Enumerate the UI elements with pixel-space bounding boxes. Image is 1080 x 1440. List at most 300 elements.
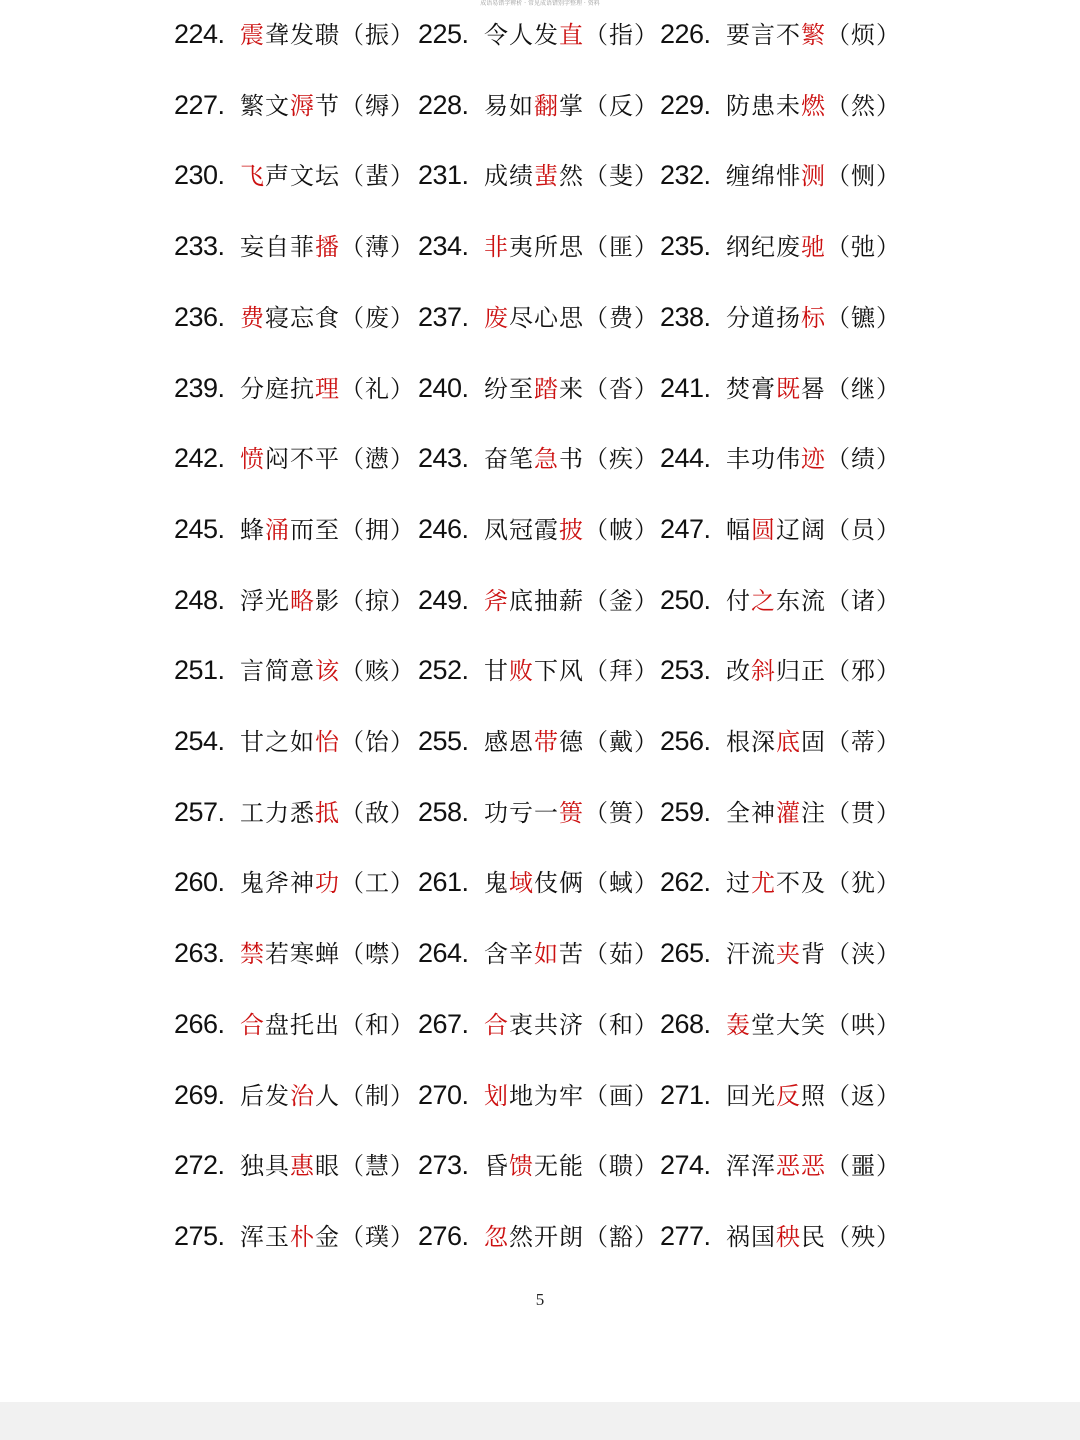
close-paren: ） [876, 445, 900, 474]
idiom-character: 后 [240, 1081, 265, 1110]
item-number: 242. [174, 443, 225, 474]
idiom-character: 俩 [559, 869, 584, 898]
close-paren: ） [876, 1081, 900, 1110]
close-paren: ） [876, 21, 900, 49]
wrong-character: 抵 [315, 798, 340, 827]
idiom-word [484, 508, 584, 552]
wrong-character: 该 [315, 657, 340, 686]
idiom-character: 为 [534, 1081, 559, 1110]
idiom-item [660, 507, 900, 551]
correct-character-group [340, 367, 414, 411]
correct-character: 懑 [365, 445, 389, 474]
wrong-character: 反 [776, 1081, 801, 1110]
idiom-character: 神 [751, 798, 776, 827]
item-number: 234. [418, 231, 469, 262]
correct-character: 和 [365, 1010, 389, 1039]
idiom-character: 托 [290, 1010, 315, 1039]
correct-character-group [340, 154, 414, 198]
wrong-character: 播 [315, 233, 340, 262]
item-number: 255. [418, 726, 469, 756]
idiom-character: 盘 [265, 1010, 290, 1039]
idiom-character: 幅 [726, 515, 751, 544]
correct-character-group [826, 791, 900, 835]
idiom-character: 夷 [509, 233, 534, 262]
close-paren: ） [390, 515, 414, 544]
correct-character-group [826, 225, 900, 269]
idiom-word [726, 932, 826, 976]
idiom-character: 寝 [265, 303, 290, 332]
close-paren: ） [634, 798, 658, 827]
idiom-character: 分 [240, 374, 265, 403]
idiom-character: 一 [534, 798, 559, 827]
wrong-character: 斜 [751, 657, 776, 686]
idiom-character: 平 [315, 445, 340, 474]
idiom-item [418, 1002, 658, 1046]
idiom-character: 缠 [726, 162, 751, 191]
idiom-word [240, 1074, 340, 1118]
correct-character-group [340, 649, 414, 693]
idiom-item [174, 648, 414, 692]
idiom-item [660, 153, 900, 197]
open-paren: （ [826, 1152, 850, 1181]
open-paren: （ [826, 1222, 850, 1251]
idiom-character: 抗 [290, 374, 315, 403]
idiom-item [174, 224, 414, 268]
close-paren: ） [634, 374, 658, 403]
idiom-character: 及 [801, 869, 826, 898]
idiom-character: 具 [265, 1152, 290, 1181]
idiom-character: 掌 [559, 91, 584, 120]
idiom-word [726, 579, 826, 623]
correct-character-group [826, 508, 900, 552]
idiom-character: 而 [290, 515, 315, 544]
open-paren: （ [584, 657, 608, 686]
idiom-character: 分 [726, 303, 751, 332]
idiom-item [660, 648, 900, 692]
idiom-character: 声 [265, 162, 290, 191]
idiom-row [170, 1143, 930, 1187]
close-paren: ） [876, 374, 900, 403]
wrong-character: 秧 [776, 1222, 801, 1251]
correct-character: 工 [365, 869, 389, 898]
idiom-character: 聋 [265, 21, 290, 49]
open-paren: （ [340, 728, 364, 756]
idiom-character: 所 [534, 233, 559, 262]
correct-character: 烦 [851, 21, 875, 49]
close-paren: ） [634, 21, 658, 49]
item-number: 238. [660, 301, 711, 332]
wrong-character: 灌 [776, 798, 801, 827]
idiom-character: 易 [484, 91, 509, 120]
close-paren: ） [390, 1010, 414, 1039]
wrong-character: 圆 [751, 515, 776, 544]
idiom-character: 蜂 [240, 515, 265, 544]
idiom-character: 尽 [509, 303, 534, 332]
open-paren: （ [584, 1010, 608, 1039]
open-paren: （ [826, 445, 850, 474]
item-number: 258. [418, 796, 469, 827]
idiom-word [240, 1003, 340, 1047]
idiom-word [240, 649, 340, 693]
item-number: 263. [174, 938, 225, 969]
idiom-character: 纷 [484, 374, 509, 403]
open-paren: （ [340, 586, 364, 615]
idiom-character: 玉 [265, 1222, 290, 1251]
idiom-word [484, 84, 584, 128]
idiom-character: 鬼 [240, 869, 265, 898]
correct-character-group [340, 1144, 414, 1188]
open-paren: （ [826, 586, 850, 615]
item-number: 246. [418, 513, 469, 544]
idiom-character: 忘 [290, 303, 315, 332]
correct-character: 缛 [365, 91, 389, 120]
correct-character-group [340, 13, 414, 57]
idiom-character: 亏 [509, 798, 534, 827]
idiom-character: 自 [265, 233, 290, 262]
close-paren: ） [876, 162, 900, 191]
idiom-character: 阔 [801, 515, 826, 544]
idiom-character: 若 [265, 940, 290, 969]
correct-character-group [584, 579, 658, 623]
idiom-character: 寒 [290, 940, 315, 969]
item-number: 256. [660, 726, 711, 756]
correct-character-group [826, 437, 900, 481]
open-paren: （ [584, 515, 608, 544]
close-paren: ） [876, 940, 900, 969]
close-paren: ） [390, 374, 414, 403]
close-paren: ） [390, 1222, 414, 1251]
correct-character-group [584, 791, 658, 835]
open-paren: （ [340, 445, 364, 474]
wrong-character: 费 [240, 303, 265, 332]
wrong-character: 驰 [801, 233, 826, 262]
open-paren: （ [826, 162, 850, 191]
item-number: 254. [174, 726, 225, 756]
idiom-word [240, 13, 340, 57]
idiom-character: 苦 [559, 940, 584, 969]
idiom-character: 开 [534, 1222, 559, 1251]
idiom-character: 德 [559, 728, 584, 756]
close-paren: ） [634, 1010, 658, 1039]
idiom-character: 汗 [726, 940, 751, 969]
wrong-character: 急 [534, 445, 559, 474]
close-paren: ） [634, 91, 658, 120]
wrong-character: 废 [484, 303, 509, 332]
correct-character-group [584, 1003, 658, 1047]
idiom-item [174, 1073, 414, 1117]
close-paren: ） [390, 445, 414, 474]
idiom-character: 昏 [484, 1152, 509, 1181]
idiom-character: 闷 [265, 445, 290, 474]
idiom-word [240, 1215, 340, 1259]
correct-character-group [584, 1215, 658, 1259]
idiom-item [418, 648, 658, 692]
idiom-character: 聩 [315, 21, 340, 49]
idiom-word [726, 861, 826, 905]
wrong-character: 篑 [559, 798, 584, 827]
idiom-item [418, 436, 658, 480]
wrong-character: 直 [559, 21, 584, 49]
wrong-character: 忽 [484, 1222, 509, 1251]
close-paren: ） [876, 515, 900, 544]
correct-character: 蜮 [609, 869, 633, 898]
close-paren: ） [390, 657, 414, 686]
close-paren: ） [876, 798, 900, 827]
correct-character-group [584, 861, 658, 905]
idiom-character: 不 [776, 869, 801, 898]
wrong-character: 迹 [801, 445, 826, 474]
idiom-word [726, 296, 826, 340]
open-paren: （ [584, 303, 608, 332]
idiom-character: 言 [240, 657, 265, 686]
close-paren: ） [390, 940, 414, 969]
idiom-item [418, 83, 658, 127]
idiom-item [174, 790, 414, 834]
wrong-character: 恶 [776, 1152, 801, 1181]
correct-character: 噩 [851, 1152, 875, 1181]
idiom-row [170, 224, 930, 268]
open-paren: （ [340, 798, 364, 827]
open-paren: （ [584, 21, 608, 49]
close-paren: ） [634, 303, 658, 332]
idiom-character: 浑 [751, 1152, 776, 1181]
correct-character-group [584, 649, 658, 693]
idiom-word [726, 154, 826, 198]
idiom-word [484, 861, 584, 905]
idiom-character: 然 [559, 162, 584, 191]
wrong-character: 带 [534, 728, 559, 756]
idiom-character: 令 [484, 21, 509, 49]
idiom-word [240, 225, 340, 269]
idiom-character: 流 [801, 586, 826, 615]
idiom-item [660, 790, 900, 834]
idiom-item [418, 153, 658, 197]
close-paren: ） [634, 515, 658, 544]
idiom-word [240, 861, 340, 905]
item-number: 233. [174, 231, 225, 262]
wrong-character: 既 [776, 374, 801, 403]
item-number: 224. [174, 19, 225, 49]
correct-character-group [826, 154, 900, 198]
wrong-character: 略 [290, 586, 315, 615]
correct-character: 蒂 [851, 728, 875, 756]
correct-character-group [340, 437, 414, 481]
correct-character: 饴 [365, 728, 389, 756]
correct-character: 继 [851, 374, 875, 403]
item-number: 252. [418, 655, 469, 686]
idiom-word [484, 437, 584, 481]
idiom-character: 功 [484, 798, 509, 827]
idiom-character: 悱 [776, 162, 801, 191]
correct-character: 篑 [609, 798, 633, 827]
idiom-character: 笑 [801, 1010, 826, 1039]
idiom-row [170, 83, 930, 127]
idiom-character: 神 [290, 869, 315, 898]
open-paren: （ [584, 869, 608, 898]
idiom-character: 节 [315, 91, 340, 120]
idiom-row [170, 12, 930, 56]
close-paren: ） [390, 1081, 414, 1110]
wrong-character: 功 [315, 869, 340, 898]
idiom-word [484, 154, 584, 198]
idiom-character: 庭 [265, 374, 290, 403]
item-number: 262. [660, 867, 711, 898]
idiom-character: 浑 [726, 1152, 751, 1181]
idiom-item [660, 578, 900, 622]
correct-character: 员 [851, 515, 875, 544]
item-number: 231. [418, 160, 469, 191]
item-number: 241. [660, 372, 711, 403]
wrong-character: 底 [776, 728, 801, 756]
open-paren: （ [826, 233, 850, 262]
idiom-character: 凤 [484, 515, 509, 544]
wrong-character: 怡 [315, 728, 340, 756]
idiom-row [170, 366, 930, 410]
idiom-character: 晷 [801, 374, 826, 403]
wrong-character: 合 [240, 1010, 265, 1039]
idiom-row [170, 719, 930, 763]
correct-character: 拥 [365, 515, 389, 544]
wrong-character: 蜚 [534, 162, 559, 191]
idiom-character: 纪 [751, 233, 776, 262]
correct-character: 釜 [609, 586, 633, 615]
correct-character-group [340, 508, 414, 552]
idiom-item [174, 507, 414, 551]
open-paren: （ [826, 940, 850, 969]
idiom-character: 辛 [509, 940, 534, 969]
idiom-item [418, 366, 658, 410]
correct-character-group [584, 437, 658, 481]
idiom-character: 至 [315, 515, 340, 544]
idiom-item [660, 1214, 900, 1258]
idiom-character: 废 [776, 233, 801, 262]
idiom-item [174, 436, 414, 480]
correct-character: 璞 [365, 1222, 389, 1251]
correct-character-group [584, 84, 658, 128]
close-paren: ） [634, 586, 658, 615]
idiom-item [174, 83, 414, 127]
idiom-character: 能 [559, 1152, 584, 1181]
correct-character-group [826, 720, 900, 764]
wrong-character: 如 [534, 940, 559, 969]
idiom-item [660, 83, 900, 127]
wrong-character: 测 [801, 162, 826, 191]
idiom-character: 冠 [509, 515, 534, 544]
open-paren: （ [826, 1010, 850, 1039]
idiom-item [418, 578, 658, 622]
item-number: 230. [174, 160, 225, 191]
idiom-character: 斧 [265, 869, 290, 898]
idiom-word [484, 225, 584, 269]
close-paren: ） [390, 1152, 414, 1181]
wrong-character: 域 [509, 869, 534, 898]
idiom-character: 防 [726, 91, 751, 120]
idiom-character: 来 [559, 374, 584, 403]
item-number: 253. [660, 655, 711, 686]
correct-character: 帔 [609, 515, 633, 544]
wrong-character: 燃 [801, 91, 826, 120]
correct-character-group [584, 720, 658, 764]
idiom-character: 要 [726, 21, 751, 49]
correct-character: 然 [851, 91, 875, 120]
idiom-item [660, 436, 900, 480]
idiom-item [660, 366, 900, 410]
item-number: 276. [418, 1220, 469, 1251]
idiom-word [726, 13, 826, 57]
idiom-character: 霞 [534, 515, 559, 544]
item-number: 261. [418, 867, 469, 898]
idiom-character: 大 [776, 1010, 801, 1039]
idiom-word [484, 791, 584, 835]
idiom-word [726, 1144, 826, 1188]
correct-character-group [584, 932, 658, 976]
open-paren: （ [584, 162, 608, 191]
item-number: 229. [660, 89, 711, 120]
idiom-word [484, 1144, 584, 1188]
wrong-character: 非 [484, 233, 509, 262]
wrong-character: 败 [509, 657, 534, 686]
close-paren: ） [634, 1152, 658, 1181]
open-paren: （ [340, 1010, 364, 1039]
wrong-character: 愤 [240, 445, 265, 474]
correct-character: 绩 [851, 445, 875, 474]
item-number: 232. [660, 160, 711, 191]
wrong-character: 恶 [801, 1152, 826, 1181]
correct-character: 斐 [609, 162, 633, 191]
idiom-character: 发 [265, 1081, 290, 1110]
idiom-item [660, 931, 900, 975]
idiom-character: 之 [265, 728, 290, 756]
open-paren: （ [584, 91, 608, 120]
open-paren: （ [584, 586, 608, 615]
idiom-item [660, 295, 900, 339]
wrong-character: 之 [751, 586, 776, 615]
idiom-character: 风 [559, 657, 584, 686]
idiom-character: 影 [315, 586, 340, 615]
open-paren: （ [584, 1222, 608, 1251]
idiom-character: 繁 [240, 91, 265, 120]
close-paren: ） [634, 657, 658, 686]
idiom-character: 甘 [240, 728, 265, 756]
close-paren: ） [634, 445, 658, 474]
correct-character: 薄 [365, 233, 389, 262]
idiom-character: 纲 [726, 233, 751, 262]
idiom-item [418, 1143, 658, 1187]
close-paren: ） [390, 233, 414, 262]
open-paren: （ [340, 233, 364, 262]
close-paren: ） [634, 940, 658, 969]
open-paren: （ [584, 1152, 608, 1181]
idiom-row [170, 648, 930, 692]
idiom-character: 扬 [776, 303, 801, 332]
idiom-character: 食 [315, 303, 340, 332]
idiom-word [240, 367, 340, 411]
close-paren: ） [390, 728, 414, 756]
idiom-character: 悉 [290, 798, 315, 827]
open-paren: （ [826, 515, 850, 544]
correct-character-group [826, 1215, 900, 1259]
idiom-character: 过 [726, 869, 751, 898]
idiom-character: 祸 [726, 1222, 751, 1251]
idiom-character: 简 [265, 657, 290, 686]
idiom-item [660, 719, 900, 763]
correct-character-group [584, 1144, 658, 1188]
close-paren: ） [876, 91, 900, 120]
close-paren: ） [876, 869, 900, 898]
idiom-character: 衷 [509, 1010, 534, 1039]
correct-character-group [826, 13, 900, 57]
idiom-word [484, 1074, 584, 1118]
